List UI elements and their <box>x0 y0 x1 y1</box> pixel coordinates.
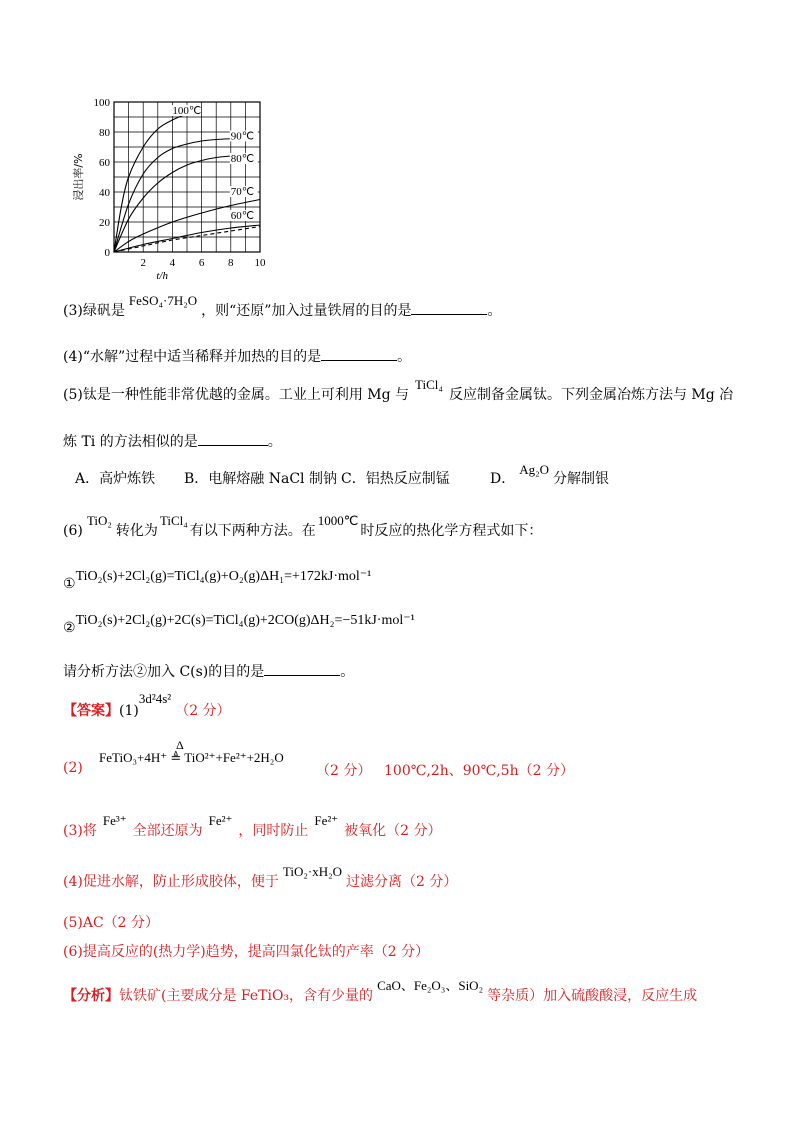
x-tick-label: 10 <box>254 257 266 269</box>
q5-text-3: 炼 Ti 的方法相似的是 <box>63 434 198 450</box>
question-4 <box>63 346 411 366</box>
answer-2 <box>63 760 83 776</box>
eq1-marker: ① <box>63 576 76 592</box>
equation-2 <box>63 612 415 636</box>
a3-formula-3: Fe²⁺ <box>314 813 339 828</box>
x-axis-label: t/h <box>156 270 168 280</box>
q6-end: 。 <box>340 664 355 680</box>
a3-text-2: ，同时防止 <box>238 823 309 839</box>
answer-3 <box>63 813 442 840</box>
analysis-text: 钛铁矿(主要成分是 FeTiO₃，含有少量的 <box>119 988 374 1004</box>
q6-text-2: 有以下两种方法。在 <box>189 523 316 539</box>
option-d <box>490 462 610 488</box>
question-5-line-1 <box>63 377 734 404</box>
a2-delta: Δ <box>176 738 184 752</box>
q6-text-3: 时反应的热化学方程式如下： <box>360 523 543 539</box>
analysis-formula: CaO、Fe₂O₃、SiO₂ <box>377 978 484 993</box>
answer-blank[interactable] <box>198 433 268 446</box>
a1-formula: 3d²4s² <box>138 691 172 706</box>
a3-text: 全部还原为 <box>132 823 203 839</box>
series-label: 90℃ <box>230 130 255 143</box>
a4-text: 过滤分离（2 分） <box>346 874 458 890</box>
q6-question: 请分析方法②加入 C(s)的目的是 <box>63 664 265 680</box>
x-tick-label: 6 <box>198 257 205 269</box>
option-d-prefix: D． <box>490 471 516 487</box>
y-tick-label: 80 <box>99 127 110 139</box>
answer-6: (6)提高反应的(热力学)趋势，提高四氯化钛的产率（2 分） <box>63 944 430 960</box>
answer-blank[interactable] <box>264 663 340 676</box>
a2-equation: FeTiO₃+4H⁺ ≜ TiO²⁺+Fe²⁺+2H₂O <box>99 750 284 765</box>
analysis-label: 【分析】 <box>63 988 119 1004</box>
question-6-ask <box>63 661 354 681</box>
leaching-rate-chart <box>60 90 280 280</box>
q5-text-2: 反应制备金属钛。下列金属冶炼方法与 Mg 冶 <box>448 387 734 403</box>
answer-1 <box>63 691 231 720</box>
a2-conditions: 100℃,2h、90℃,5h（2 分） <box>384 763 574 779</box>
q5-text: (5)钛是一种性能非常优越的金属。工业上可利用 Mg 与 <box>63 387 410 403</box>
equation-1 <box>63 568 372 592</box>
series-label: 70℃ <box>230 186 255 198</box>
a3-formula-2: Fe²⁺ <box>208 813 233 828</box>
option-b: B．电解熔融 NaCl 制钠 <box>184 471 337 487</box>
a2-score: （2 分） <box>316 763 372 779</box>
a3-text-3: 被氧化（2 分） <box>344 823 442 839</box>
option-a: A．高炉炼铁 <box>75 471 156 487</box>
answer-blank[interactable] <box>411 302 487 315</box>
analysis-text-2: 等杂质）加入硫酸酸浸，反应生成 <box>487 988 698 1004</box>
q5-formula: TiCl₄ <box>415 377 443 392</box>
y-tick-label: 100 <box>93 97 110 109</box>
y-axis-label: 浸出率/% <box>72 153 85 201</box>
eq1-formula: TiO₂(s)+2Cl₂(g)=TiCl₄(g)+O₂(g)ΔH₁=+172kJ·mol⁻¹ <box>75 569 372 584</box>
q3-formula: FeSO₄·7H₂O <box>128 293 198 308</box>
series-label: 60℃ <box>230 210 255 222</box>
y-tick-label: 40 <box>99 187 110 199</box>
option-d-text: 分解制银 <box>553 471 610 487</box>
analysis <box>63 978 698 1005</box>
answer-5: (5)AC（2 分） <box>63 915 160 931</box>
answer-label: 【答案】 <box>63 703 119 719</box>
a2-prefix: (2) <box>63 760 83 776</box>
q6-temperature: 1000℃ <box>317 513 359 528</box>
a1-prefix: (1) <box>119 703 139 719</box>
series-label: 80℃ <box>230 153 255 165</box>
series-label: 100℃ <box>172 105 202 117</box>
x-tick-label: 2 <box>140 257 146 269</box>
q3-end: 。 <box>487 303 502 319</box>
a4-prefix: (4)促进水解，防止形成胶体，便于 <box>63 874 279 890</box>
q3-prefix: (3)绿矾是 <box>63 303 125 319</box>
q6-text: 转化为 <box>115 523 158 539</box>
a3-formula-1: Fe³⁺ <box>102 813 127 828</box>
q4-text: (4)“水解”过程中适当稀释并加热的目的是 <box>63 349 322 365</box>
option-c: C．铝热反应制锰 <box>341 471 450 487</box>
eq2-formula: TiO₂(s)+2Cl₂(g)+2C(s)=TiCl₄(g)+2CO(g)ΔH₂=−51kJ·mol⁻¹ <box>75 613 415 628</box>
question-6 <box>63 513 543 540</box>
q6-prefix: (6) <box>63 523 83 539</box>
q6-formula-1: TiO₂ <box>86 513 112 528</box>
q4-end: 。 <box>397 349 412 365</box>
x-tick-label: 8 <box>228 257 234 269</box>
option-d-formula: Ag₂O <box>519 462 550 477</box>
origin-label: 0 <box>104 247 110 259</box>
a3-prefix: (3)将 <box>63 823 97 839</box>
question-5-line-2 <box>63 431 282 451</box>
q6-formula-2: TiCl₄ <box>159 513 188 528</box>
answer-blank[interactable] <box>321 348 397 361</box>
a1-score: （2 分） <box>175 703 231 719</box>
y-tick-label: 60 <box>99 157 110 169</box>
a4-formula: TiO₂·xH₂O <box>282 864 342 879</box>
answer-4 <box>63 864 458 891</box>
x-tick-label: 4 <box>169 257 176 269</box>
q5-end: 。 <box>267 434 282 450</box>
eq2-marker: ② <box>63 620 76 636</box>
y-tick-label: 20 <box>99 217 110 229</box>
series-line <box>114 113 194 253</box>
q3-text: ，则“还原”加入过量铁屑的目的是 <box>201 303 412 319</box>
question-3 <box>63 293 502 320</box>
